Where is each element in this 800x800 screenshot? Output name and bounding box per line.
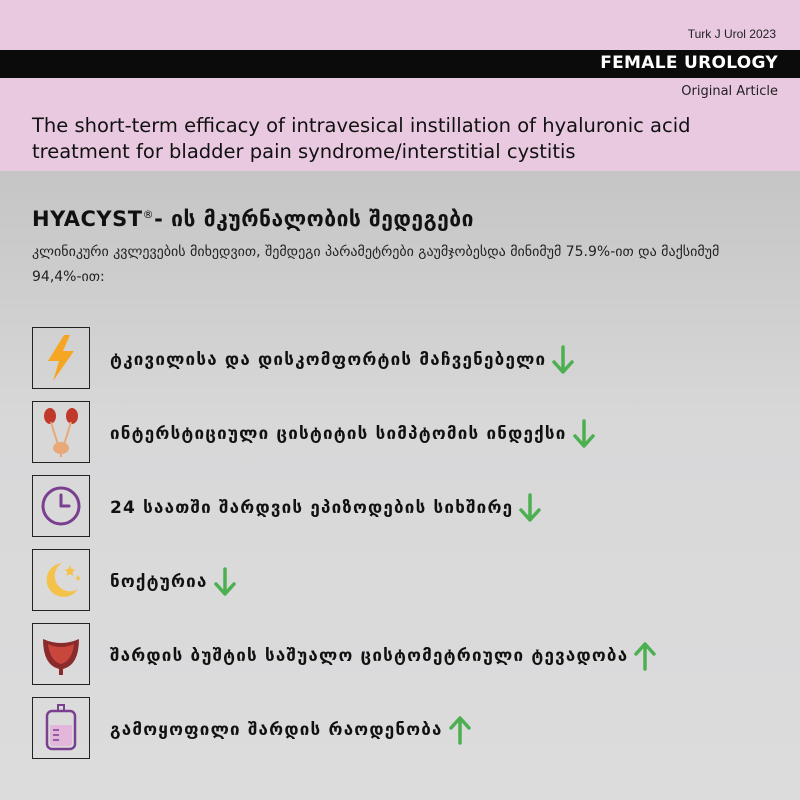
results-heading-rest: - ის მკურნალობის შედეგები: [154, 207, 474, 231]
arrow-down-icon: [573, 419, 595, 449]
registered-mark: ®: [142, 208, 155, 221]
results-heading: [32, 207, 474, 231]
result-item-label: ნოქტურია: [110, 567, 236, 597]
clock-icon: [32, 475, 90, 537]
brand-name: HYACYST: [32, 207, 143, 231]
result-item-label: ინტერსტიციული ცისტიტის სიმპტომის ინდექსი: [110, 419, 595, 449]
article-type: Original Article: [681, 84, 778, 99]
journal-citation: Turk J Urol 2023: [687, 27, 776, 41]
arrow-down-icon: [519, 493, 541, 523]
result-item-label: 24 საათში შარდვის ეპიზოდების სიხშირე: [110, 493, 541, 523]
result-item-label: ტკივილისა და დისკომფორტის მაჩვენებელი: [110, 345, 574, 375]
results-description: კლინიკური კვლევების მიხედვით, შემდეგი პარამეტრები გაუმჯობესდა მინიმუმ 75.9%-ით და მაქსიმუმ 94,4%-ით:: [32, 244, 720, 285]
bladder-icon: [32, 623, 90, 685]
result-item-nocturia: [32, 549, 772, 613]
urinary-system-icon: [32, 401, 90, 463]
arrow-down-icon: [552, 345, 574, 375]
urine-bag-icon: [32, 697, 90, 759]
arrow-down-icon: [214, 567, 236, 597]
arrow-up-icon: [634, 641, 656, 671]
result-item-frequency: [32, 475, 772, 539]
result-item-ic-index: [32, 401, 772, 465]
result-item-label: გამოყოფილი შარდის რაოდენობა: [110, 715, 471, 745]
section-label: FEMALE UROLOGY: [600, 53, 778, 73]
result-item-voided-volume: [32, 697, 772, 761]
lightning-icon: [32, 327, 90, 389]
section-bar: [0, 50, 800, 78]
result-item-label: შარდის ბუშტის საშუალო ცისტომეტრიული ტევადობა: [110, 641, 656, 671]
result-item-pain: [32, 327, 772, 391]
article-title: The short-term efficacy of intravesical instillation of hyaluronic acid treatment for bladder pain syndrome/interstitial cystitis: [32, 114, 691, 163]
article-header: [0, 0, 800, 171]
result-item-bladder-capacity: [32, 623, 772, 687]
moon-stars-icon: [32, 549, 90, 611]
arrow-up-icon: [449, 715, 471, 745]
